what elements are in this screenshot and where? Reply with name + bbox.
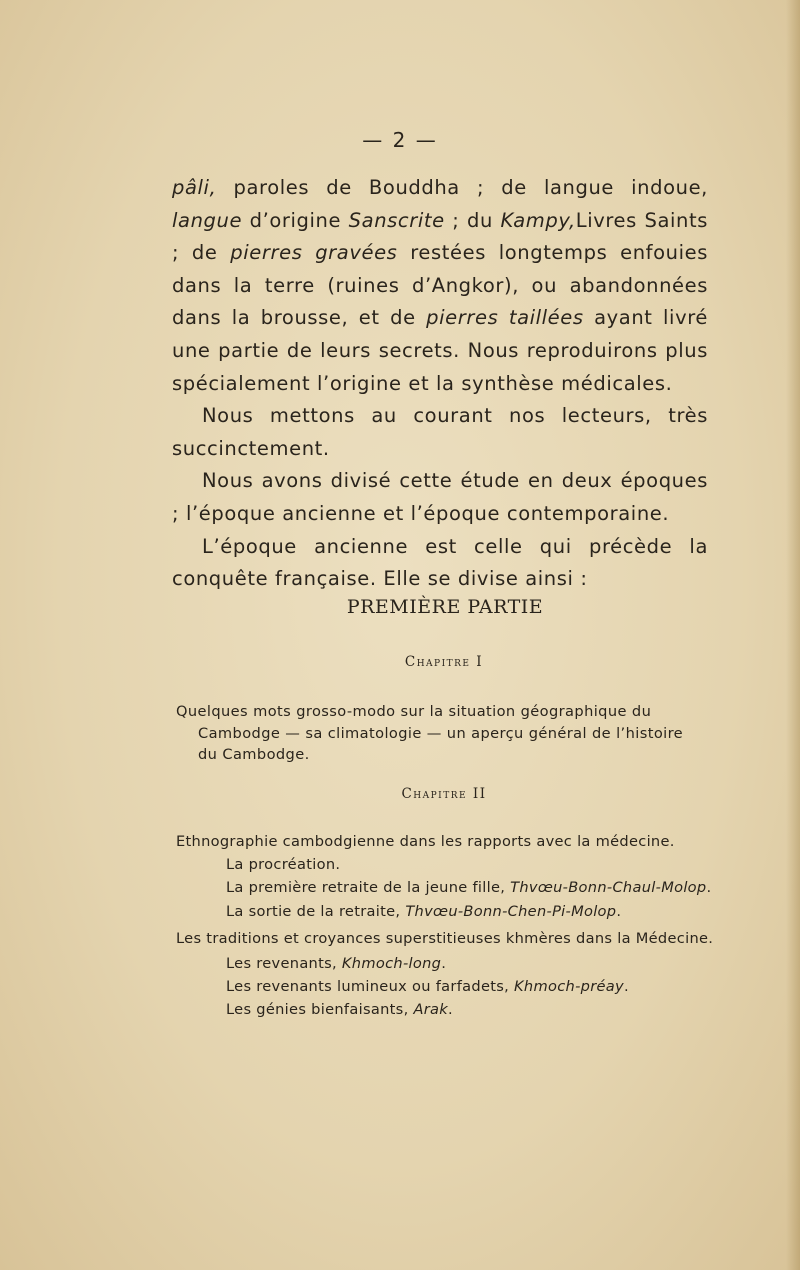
page-number: — 2 — (362, 128, 438, 152)
text-span: . (441, 955, 447, 973)
page-edge-shadow (786, 0, 800, 1270)
intro-paragraph-1 (172, 172, 708, 400)
list-item (176, 975, 721, 998)
khmer-term: Thvœu-Bonn-Chaul-Molop (510, 879, 707, 897)
chapter-1-line: Cambodge — sa climatologie — un aperçu général de l’histoire (198, 724, 684, 742)
word-pali: pâli, (172, 176, 217, 199)
chapter-1-title: Chapitre I (404, 654, 484, 670)
khmer-term: Khmoch-long (341, 955, 442, 973)
text-span: Livres Saints ; de (172, 208, 708, 265)
italic-span: Kampy, (500, 208, 576, 232)
text-span: ayant livré une partie de leurs secrets. Nous reproduirons plus spécialement l’origine et la synthèse médicales. (172, 306, 708, 395)
list-item (176, 952, 721, 975)
text-span: La première retraite de la jeune fille, (226, 879, 511, 897)
list-item (176, 876, 721, 899)
text-span: . (448, 1001, 453, 1019)
chapter-2-title: Chapitre II (401, 786, 487, 802)
khmer-term: Thvœu-Bonn-Chen-Pi-Molop (405, 902, 617, 920)
text-span: Les génies bienfaisants, (226, 1001, 414, 1019)
text-span: Les revenants, (226, 955, 342, 973)
chapter-1-summary (176, 701, 706, 766)
italic-span: langue (172, 208, 243, 232)
text-span: . (623, 978, 629, 996)
intro-paragraph-4: L’époque ancienne est celle qui précède la conquête française. Elle se divise ainsi : (172, 534, 708, 591)
list-item (176, 998, 721, 1021)
chapter-2-contents (176, 830, 721, 1022)
text-span: restées longtemps enfouies dans la terre (ruines d’Angkor), ou abandonnées dans la brousse, et de (172, 241, 709, 330)
intro-text (172, 172, 708, 596)
italic-span: pierres gravées (230, 241, 398, 265)
chapter-1-line: Quelques mots grosso-modo sur la situation géographique du (176, 703, 652, 720)
text-span: . (706, 879, 712, 897)
chapter-1-line: du Cambodge. (198, 746, 310, 763)
italic-span: pierres taillées (426, 306, 584, 330)
text-span: d’origine (242, 208, 349, 232)
list-item: Ethnographie cambodgienne dans les rapports avec la médecine. (176, 833, 675, 850)
text-span: Les revenants lumineux ou farfadets, (226, 978, 515, 996)
italic-span: Sanscrite (348, 208, 445, 232)
part-title: PREMIÈRE PARTIE (346, 596, 544, 618)
list-item: Les traditions et croyances superstitieuses khmères dans la Médecine. (176, 929, 714, 947)
text-span: . (616, 902, 622, 920)
text-span: La sortie de la retraite, (226, 902, 406, 920)
list-item: La procréation. (226, 856, 341, 874)
text-span: paroles de Bouddha ; de langue indoue, (216, 176, 708, 199)
intro-paragraph-3: Nous avons divisé cette étude en deux époques ; l’époque ancienne et l’époque contemporaine. (172, 469, 708, 525)
intro-paragraph-2: Nous mettons au courant nos lecteurs, très succinctement. (172, 404, 708, 460)
khmer-term: Khmoch-préay (514, 978, 624, 996)
list-item (176, 900, 721, 923)
text-span: ; du (444, 208, 501, 232)
khmer-term: Arak (413, 1001, 449, 1019)
